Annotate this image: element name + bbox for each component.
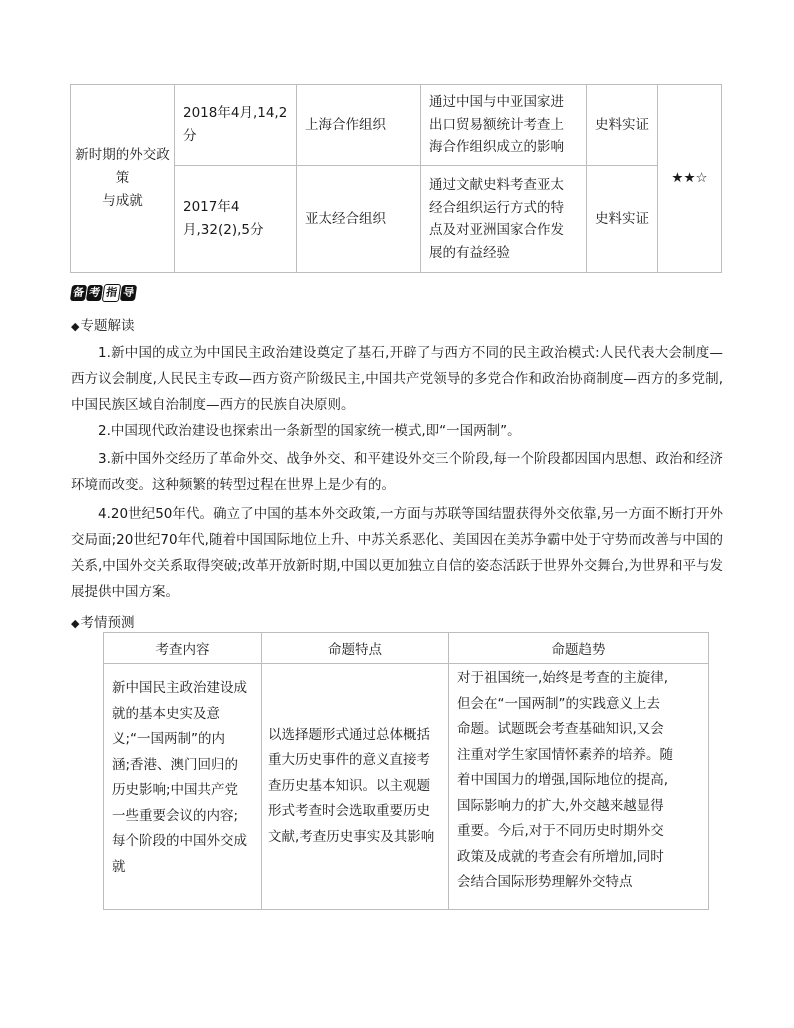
period-cell <box>71 85 175 273</box>
content-cell <box>104 664 262 910</box>
paragraph: 1.新中国的成立为中国民主政治建设奠定了基石,开辟了与西方不同的民主政治模式:人民代表大会制度—西方议会制度,人民民主专政—西方资产阶级民主,中国共产党领导的多党合作和政治协商制度—西方的多党制,中国民族区域自治制度—西方的民族自决原则。 <box>71 345 723 413</box>
cell-line: 重大历史事件的意义直接考 <box>268 752 430 769</box>
cell-line: 着中国国力的增强,国际地位的提高, <box>457 772 669 788</box>
table-row <box>104 664 709 910</box>
period-line: 策 <box>115 170 130 186</box>
cell-line: 就的基本史实及意 <box>112 705 220 722</box>
banner-char: 导 <box>120 285 137 301</box>
cell-line: 重要。今后,对于不同历史时期外交 <box>457 823 664 839</box>
paragraph: 3.新中国外交经历了革命外交、战争外交、和平建设外交三个阶段,每一个阶段都因国内思想、政治和经济环境而改变。这种频繁的转型过程在世界上是少有的。 <box>71 451 723 493</box>
column-header: 考查内容 <box>104 633 262 664</box>
cell-line: 但会在“一国两制”的实践意义上去 <box>457 695 660 712</box>
content-cell <box>421 85 587 166</box>
cell-line: 注重对学生家国情怀素养的培养。随 <box>457 746 673 763</box>
prep-guide-banner <box>71 283 137 303</box>
content-cell <box>421 166 587 273</box>
content-line: 展的有益经验 <box>429 244 510 261</box>
paragraph: 2.中国现代政治建设也探索出一条新型的国家统一模式,即“一国两制”。 <box>98 423 521 439</box>
cell-line: 新中国民主政治建设成 <box>112 680 247 696</box>
content-line: 经合组织运行方式的特 <box>429 199 564 216</box>
column-header: 命题特点 <box>262 633 449 664</box>
difficulty-stars: ★★☆ <box>658 85 722 273</box>
diamond-icon: ◆ <box>71 320 80 333</box>
forecast-table <box>103 632 709 910</box>
cell-line: 命题。试题既会考查基础知识,又会 <box>457 721 664 737</box>
ability-cell: 史料实证 <box>587 85 658 166</box>
cell-line: 会结合国际形势理解外交特点 <box>457 874 633 890</box>
date-line: 2018年4月,14,2 <box>183 105 288 121</box>
topic-cell: 上海合作组织 <box>297 85 421 166</box>
cell-line: 文献,考查历史事实及其影响 <box>268 828 435 845</box>
period-line: 新时期的外交政 <box>75 147 170 163</box>
content-line: 通过中国与中亚国家进 <box>429 94 564 111</box>
banner-char: 指 <box>102 284 122 302</box>
date-line: 分 <box>183 128 197 144</box>
period-line: 与成就 <box>102 193 143 209</box>
content-line: 出口贸易额统计考查上 <box>429 116 564 133</box>
cell-line: 政策及成就的考查会有所增加,同时 <box>457 848 664 865</box>
cell-line: 以选择题形式通过总体概括 <box>268 726 430 743</box>
ability-cell: 史料实证 <box>587 166 658 273</box>
date-line: 月,32(2),5分 <box>183 222 264 238</box>
date-cell <box>175 166 297 273</box>
column-header: 命题趋势 <box>449 633 709 664</box>
banner-char: 考 <box>86 285 103 301</box>
paragraph: 4.20世纪50年代。确立了中国的基本外交政策,一方面与苏联等国结盟获得外交依靠,另一方面不断打开外交局面;20世纪70年代,随着中国国际地位上升、中苏关系恶化、美国因在美苏争霸中处于守势而改善与中国的关系,中国外交关系取得突破;改革开放新时期,中国以更加独立自信的姿态活跃于世界外交舞台,为世界和平与发展提供中国方案。 <box>71 506 723 600</box>
cell-line: 历史影响;中国共产党 <box>112 782 239 798</box>
content-line: 通过文献史料考查亚太 <box>429 177 564 193</box>
section-heading <box>71 314 134 334</box>
cell-line: 每个阶段的中国外交成 <box>112 833 247 849</box>
trend-cell <box>449 664 709 910</box>
cell-line: 形式考查时会选取重要历史 <box>268 803 430 820</box>
content-line: 点及对亚洲国家合作发 <box>429 222 564 238</box>
cell-line: 义;“一国两制”的内 <box>112 731 226 747</box>
banner-char: 备 <box>70 285 87 301</box>
diamond-icon: ◆ <box>71 617 80 630</box>
cell-line: 就 <box>112 858 126 875</box>
section-title-text: 考情预测 <box>80 615 135 631</box>
table-header-row <box>104 633 709 664</box>
topic-cell: 亚太经合组织 <box>297 166 421 273</box>
cell-line: 查历史基本知识。以主观题 <box>268 777 430 794</box>
section-title-text: 专题解读 <box>80 318 135 334</box>
cell-line: 涵;香港、澳门回归的 <box>112 756 239 773</box>
cell-line: 国际影响力的扩大,外交越来越显得 <box>457 797 664 814</box>
content-line: 海合作组织成立的影响 <box>429 139 564 156</box>
features-cell <box>262 664 449 910</box>
cell-line: 对于祖国统一,始终是考查的主旋律, <box>457 670 669 686</box>
section-heading <box>71 611 134 631</box>
exam-table <box>70 84 722 273</box>
date-cell <box>175 85 297 166</box>
date-line: 2017年4 <box>183 199 240 215</box>
cell-line: 一些重要会议的内容; <box>112 807 239 824</box>
table-row <box>71 85 722 166</box>
